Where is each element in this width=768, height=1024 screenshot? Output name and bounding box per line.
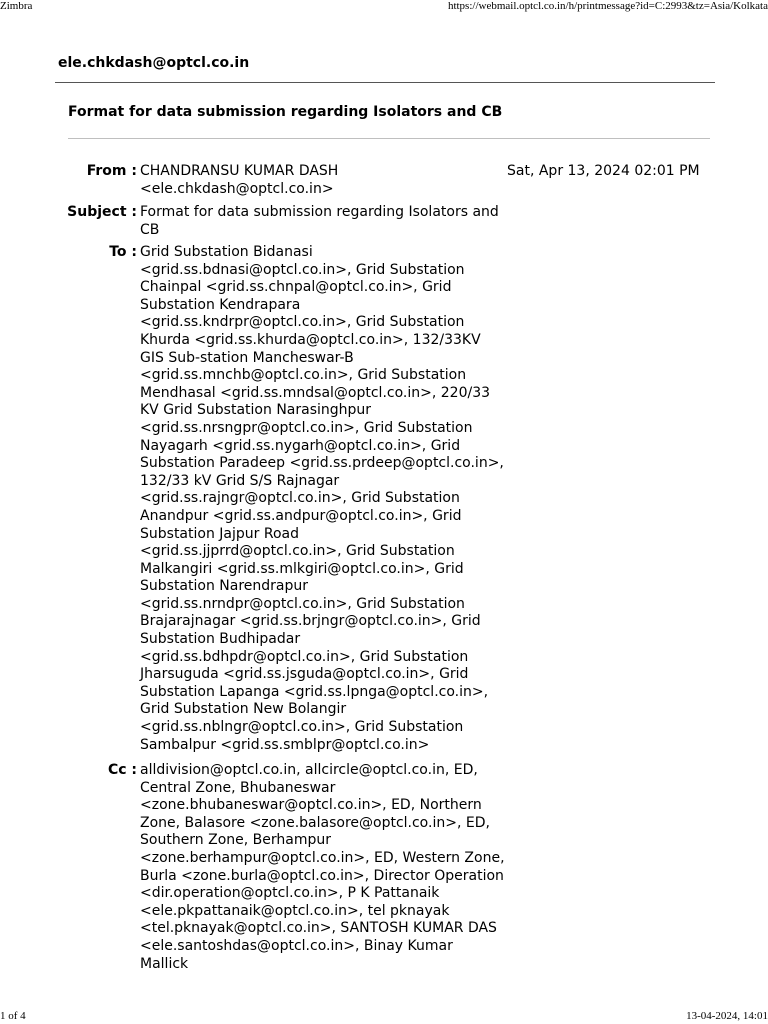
to-label: To : (109, 244, 137, 260)
print-header (0, 0, 768, 14)
title-divider (68, 138, 710, 139)
print-header-app: Zimbra (0, 0, 33, 12)
cc-value: alldivision@optcl.co.in, allcircle@optcl.co.in, ED, Central Zone, Bhubaneswar <zone.bhubaneswar@optcl.co.in>, ED, Northern Zone, Balasore <zone.balasore@optcl.co.in>, ED, Southern Zone, Berhampur <zone.berhampur@optcl.co.in>, ED, Western Zone, Burla <zone.burla@optcl.co.in>, Director Operation <dir.operation@optcl.co.in>, P K Pattanaik <ele.pkpattanaik@optcl.co.in>, tel pknayak <tel.pknayak@optcl.co.in>, SANTOSH KUMAR DAS <ele.santoshdas@optcl.co.in>, Binay Kumar Mallick (140, 762, 505, 972)
subject-label: Subject : (67, 204, 137, 220)
print-timestamp: 13-04-2024, 14:01 (686, 1010, 768, 1022)
print-header-url: https://webmail.optcl.co.in/h/printmessage?id=C:2993&tz=Asia/Kolkata (447, 0, 768, 12)
from-label: From : (86, 163, 137, 179)
header-divider (55, 82, 715, 83)
subject-value: Format for data submission regarding Isolators and CB (140, 204, 499, 238)
to-value: Grid Substation Bidanasi <grid.ss.bdnasi@optcl.co.in>, Grid Substation Chainpal <grid.ss.chnpal@optcl.co.in>, Grid Substation Kendrapara <grid.ss.kndrpr@optcl.co.in>, Grid Substation Khurda <grid.ss.khurda@optcl.co.in>, 132/33KV GIS Sub-station Mancheswar-B <grid.ss.mnchb@optcl.co.in>, Grid Substation Mendhasal <grid.ss.mndsal@optcl.co.in>, 220/33 KV Grid Substation Narasinghpur <grid.ss.nrsngpr@optcl.co.in>, Grid Substation Nayagarh <grid.ss.nygarh@optcl.co.in>, Grid Substation Paradeep <grid.ss.prdeep@optcl.co.in>, 132/33 kV Grid S/S Rajnagar <grid.ss.rajngr@optcl.co.in>, Grid Substation Anandpur <grid.ss.andpur@optcl.co.in>, Grid Substation Jajpur Road <grid.ss.jjprrd@optcl.co.in>, Grid Substation Malkangiri <grid.ss.mlkgiri@optcl.co.in>, Grid Substation Narendrapur <grid.ss.nrndpr@optcl.co.in>, Grid Substation Brajarajnagar <grid.ss.brjngr@optcl.co.in>, Grid Substation Budhipadar <grid.ss.bdhpdr@optcl.co.in>, Grid Substation Jharsuguda <grid.ss.jsguda@optcl.co.in>, Grid Substation Lapanga <grid.ss.lpnga@optcl.co.in>, Grid Substation New Bolangir <grid.ss.nblngr@optcl.co.in>, Grid Substation Sambalpur <grid.ss.smblpr@optcl.co.in> (140, 244, 504, 753)
message-title: Format for data submission regarding Isolators and CB (68, 104, 503, 120)
cc-label: Cc : (107, 762, 137, 778)
message-date: Sat, Apr 13, 2024 02:01 PM (507, 163, 700, 179)
account-email: ele.chkdash@optcl.co.in (58, 55, 250, 71)
print-footer (0, 1010, 768, 1024)
from-value: CHANDRANSU KUMAR DASH <ele.chkdash@optcl.co.in> (140, 163, 339, 197)
page-number: 1 of 4 (0, 1010, 26, 1022)
